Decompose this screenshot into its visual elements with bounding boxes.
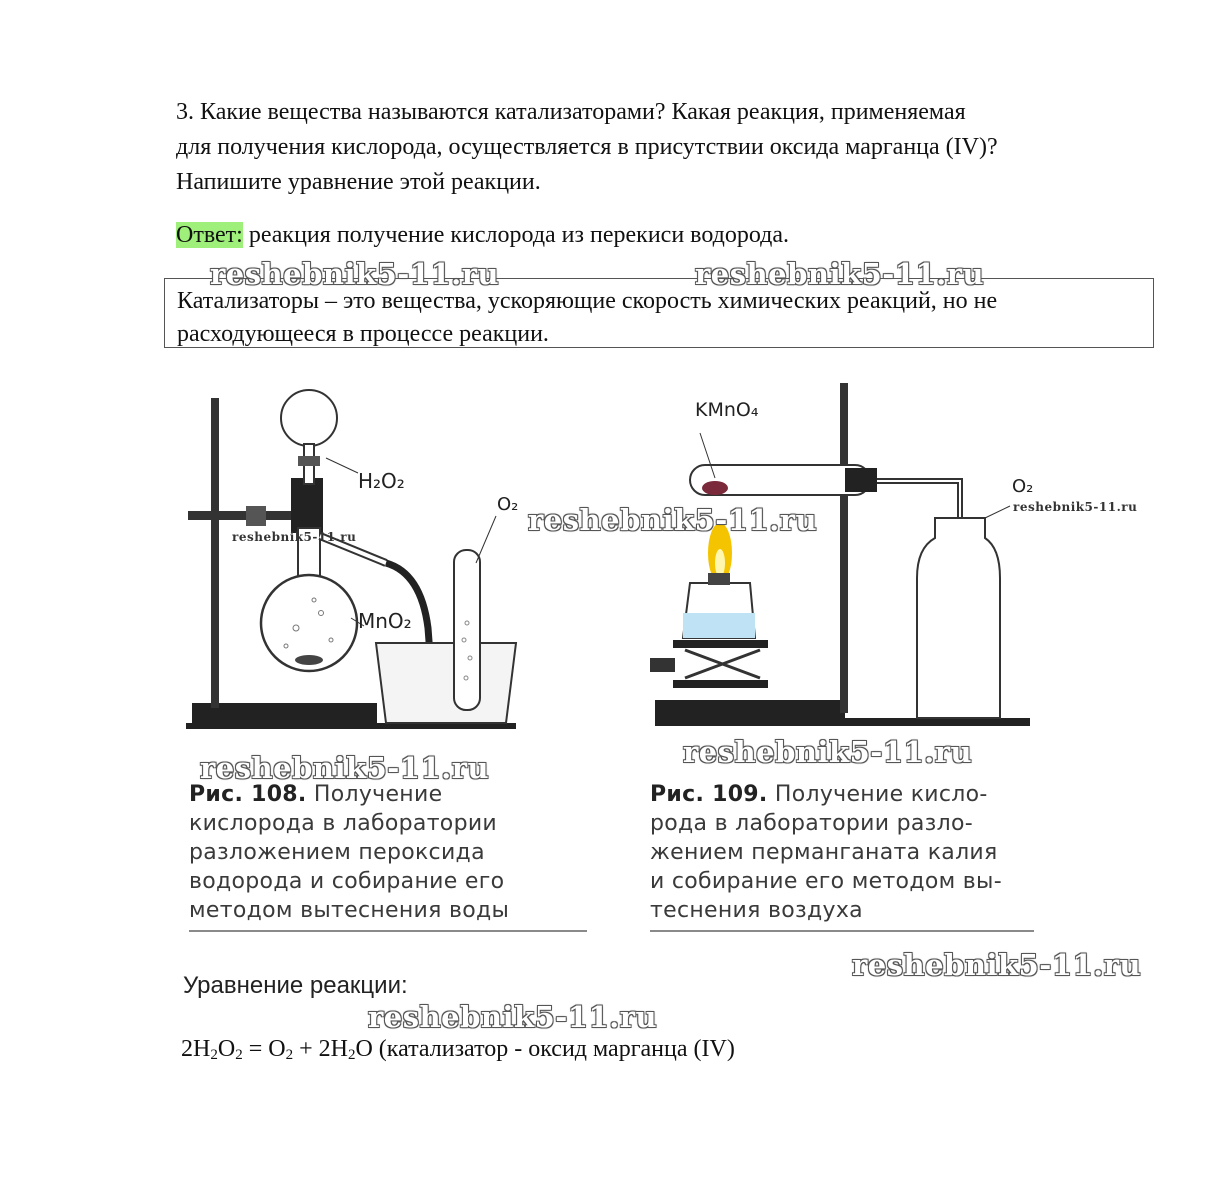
label-mno2: MnO₂: [358, 609, 412, 633]
stand-rod: [840, 383, 848, 713]
caption-line: Получение: [313, 782, 443, 807]
watermark: reshebnik5-11.ru: [852, 948, 1142, 982]
caption-line: методом вытеснения воды: [189, 898, 510, 923]
watermark: reshebnik5-11.ru: [1013, 500, 1138, 514]
caption-number: Рис. 108.: [189, 782, 307, 807]
caption-line: Получение кисло-: [774, 782, 988, 807]
caption-line: теснения воздуха: [650, 898, 863, 923]
stand-base: [192, 703, 377, 725]
caption-line: кислорода в лаборатории: [189, 811, 498, 836]
figure-109-caption: [650, 780, 1002, 925]
equation-note: (катализатор - оксид марганца (IV): [372, 1036, 735, 1062]
caption-line: и собирание его методом вы-: [650, 869, 1002, 894]
stand-base: [655, 700, 845, 720]
figure-108-caption: [189, 780, 509, 925]
figure-108-apparatus: [186, 378, 626, 738]
watermark: reshebnik5-11.ru: [232, 530, 357, 544]
answer-line: [176, 218, 789, 252]
definition-line-1: Катализаторы – это вещества, ускоряющие скорость химических реакций, но не: [177, 288, 998, 314]
label-o2: O₂: [497, 494, 519, 515]
watermark: reshebnik5-11.ru: [683, 735, 973, 769]
question-text: [176, 95, 1166, 200]
caption-number: Рис. 109.: [650, 782, 768, 807]
answer-label: Ответ:: [176, 222, 243, 248]
caption-line: жением перманганата калия: [650, 840, 998, 865]
stand-rod: [211, 398, 219, 708]
question-line-1: 3. Какие вещества называются катализаторами? Какая реакция, применяемая: [176, 99, 966, 125]
equation-label: Уравнение реакции:: [183, 972, 408, 999]
caption-line: рода в лаборатории разло-: [650, 811, 974, 836]
definition-line-2: расходующееся в процессе реакции.: [177, 321, 549, 347]
watermark: reshebnik5-11.ru: [200, 751, 490, 785]
caption-line: водорода и собирание его: [189, 869, 505, 894]
question-line-2: для получения кислорода, осуществляется в присутствии оксида марганца (IV)?: [176, 134, 998, 160]
watermark: reshebnik5-11.ru: [528, 503, 818, 537]
reaction-equation: $2H_2O_2 = O_2 + 2H_2O$ (катализатор - оксид марганца (IV): [181, 1036, 735, 1063]
collecting-bottle: [917, 518, 1000, 718]
label-kmno4: KMnO₄: [695, 399, 759, 421]
watermark: reshebnik5-11.ru: [210, 257, 500, 291]
watermark: reshebnik5-11.ru: [368, 1000, 658, 1034]
caption-rule: [650, 930, 1034, 932]
figure-109-apparatus: [645, 378, 1035, 738]
watermark: reshebnik5-11.ru: [695, 257, 985, 291]
question-line-3: Напишите уравнение этой реакции.: [176, 169, 541, 195]
label-h2o2: H₂O₂: [358, 469, 405, 493]
collecting-tube: [454, 550, 480, 710]
caption-line: разложением пероксида: [189, 840, 485, 865]
answer-text: реакция получение кислорода из перекиси водорода.: [242, 222, 790, 248]
water-trough: [376, 643, 516, 723]
dropping-funnel: [281, 390, 337, 446]
caption-rule: [189, 930, 587, 932]
label-o2: O₂: [1012, 476, 1034, 497]
